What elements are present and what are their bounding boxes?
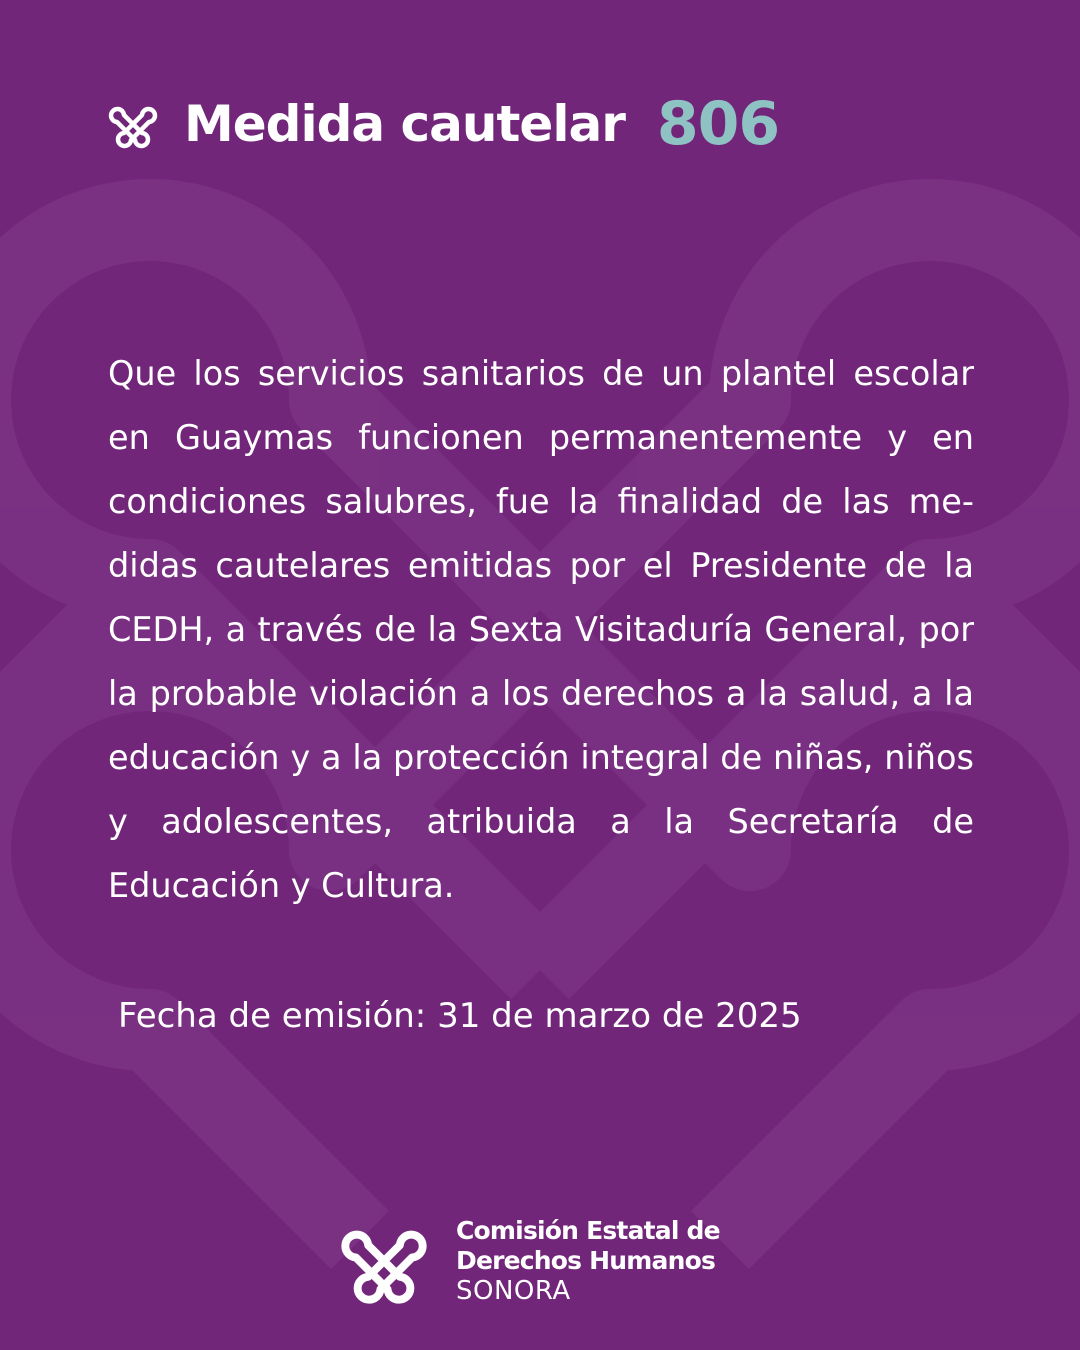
organization-state: SONORA: [456, 1276, 571, 1306]
issue-date: Fecha de emisión: 31 de marzo de 2025: [118, 996, 802, 1036]
cedh-logo-icon: [108, 99, 158, 149]
footer-brand: [340, 1216, 720, 1306]
cedh-logo-icon: [340, 1217, 428, 1305]
measure-number: 806: [656, 89, 780, 159]
body-paragraph: Que los servicios sanitarios de un plantel escolar en Guaymas funcionen permanentemente y en condiciones salubres, fue la finalidad de las medidas cautelares emitidas por el Presidente de la CEDH, a través de la Sexta Visitaduría General, por la probable violación a los derechos a la salud, a la educación y a la protección integral de niñas, niños y adolescentes, atribuida a la Secretaría de Educación y Cultura.: [108, 354, 974, 905]
organization-name: [456, 1216, 720, 1306]
page-title: Medida cautelar: [184, 95, 625, 153]
header: [108, 86, 779, 162]
organization-name-line1: Comisión Estatal de: [456, 1216, 720, 1245]
organization-name-line2: Derechos Humanos: [456, 1246, 716, 1275]
